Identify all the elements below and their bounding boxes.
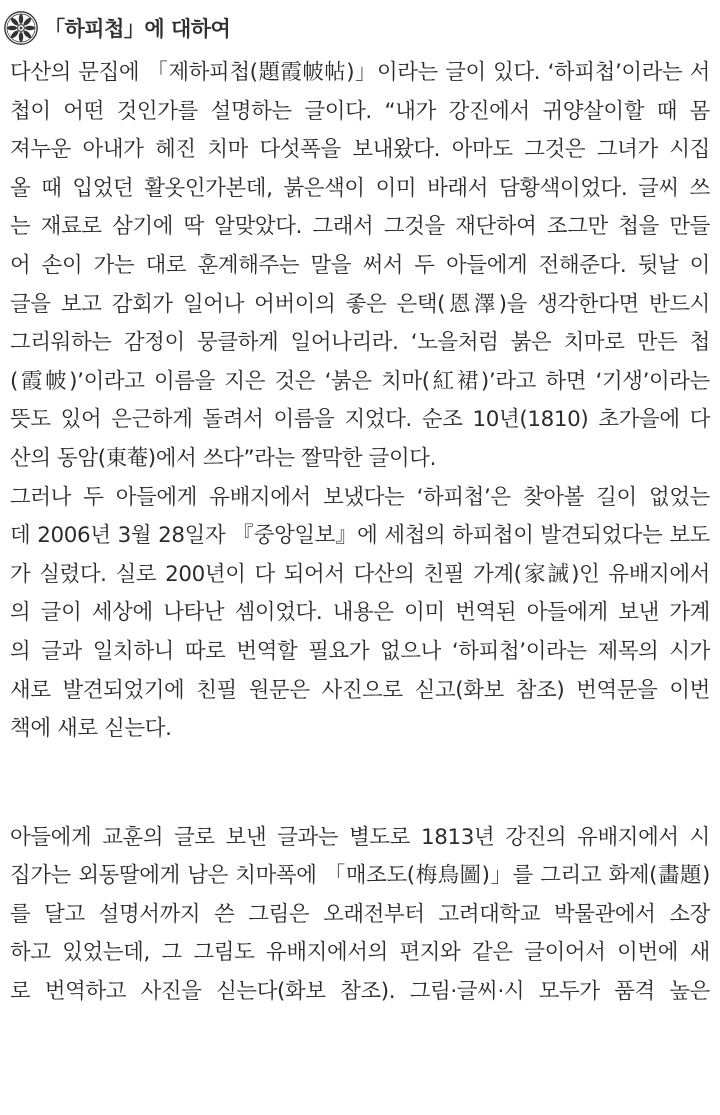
section-heading [4, 8, 230, 48]
text-line: 다산의 문집에 「제하피첩(題霞帔帖)」이라는 글이 있다. ‘하피첩’이라는 서 [10, 60, 710, 85]
text-line: 가 실렸다. 실로 200년이 다 되어서 다산의 친필 가계(家誡)인 유배지에서 [10, 561, 710, 587]
lotus-rosette-icon [4, 11, 38, 45]
body-text [10, 54, 710, 1012]
text-line: 산의 동암(東菴)에서 쓰다”라는 짤막한 글이다. [10, 445, 437, 471]
text-line: 의 글과 일치하니 따로 번역할 필요가 없으나 ‘하피첩’이라는 제목의 시가 [10, 638, 710, 664]
text-line: 첩이 어떤 것인가를 설명하는 글이다. “내가 강진에서 귀양살이할 때 몸 [10, 98, 710, 124]
text-line: 올 때 입었던 활옷인가본데, 붉은색이 이미 바래서 담황색이었다. 글씨 쓰 [10, 175, 710, 201]
text-line: 져누운 아내가 헤진 치마 다섯폭을 보내왔다. 아마도 그것은 그녀가 시집 [10, 137, 710, 163]
text-line: 하고 있었는데, 그 그림도 유배지에서의 편지와 같은 글이어서 이번에 새 [10, 940, 710, 966]
text-line: 로 번역하고 사진을 싣는다(화보 참조). 그림·글씨·시 모두가 품격 높은 [10, 979, 710, 1005]
text-line: 는 재료로 삼기에 딱 알맞았다. 그래서 그것을 재단하여 조그만 첩을 만들 [10, 214, 710, 240]
paragraph-gap [10, 749, 710, 819]
heading-title: 「하피첩」에 대하여 [44, 17, 231, 41]
paragraph-1 [10, 54, 710, 479]
text-line: 어 손이 가는 대로 훈계해주는 말을 써서 두 아들에게 전해준다. 뒷날 이 [10, 252, 710, 278]
text-line: 를 달고 설명서까지 쓴 그림은 오래전부터 고려대학교 박물관에서 소장 [10, 901, 710, 927]
text-line: 그러나 두 아들에게 유배지에서 보냈다는 ‘하피첩’은 찾아볼 길이 없었는 [10, 484, 710, 510]
text-line: 의 글이 세상에 나타난 셈이었다. 내용은 이미 번역된 아들에게 보낸 가계 [10, 600, 710, 626]
text-line: 뜻도 있어 은근하게 돌려서 이름을 지었다. 순조 10년(1810) 초가을에 다 [10, 407, 710, 433]
text-line: 아들에게 교훈의 글로 보낸 글과는 별도로 1813년 강진의 유배지에서 시 [10, 824, 710, 850]
text-line: 새로 발견되었기에 친필 원문은 사진으로 싣고(화보 참조) 번역문을 이번 [10, 677, 710, 703]
text-line: 그리워하는 감정이 뭉클하게 일어나리라. ‘노을처럼 붉은 치마로 만든 첩 [10, 330, 710, 356]
text-line: 집가는 외동딸에게 남은 치마폭에 「매조도(梅鳥圖)」를 그리고 화제(畵題) [10, 863, 710, 889]
text-line: 데 2006년 3월 28일자 『중앙일보』에 세첩의 하피첩이 발견되었다는 보도 [10, 523, 710, 549]
paragraph-3 [10, 819, 710, 1012]
paragraph-2 [10, 479, 710, 749]
text-line: 글을 보고 감회가 일어나 어버이의 좋은 은택(恩澤)을 생각한다면 반드시 [10, 291, 710, 317]
text-line: 책에 새로 싣는다. [10, 716, 172, 742]
text-line: (霞帔)’이라고 이름을 지은 것은 ‘붉은 치마(紅裙)’라고 하면 ‘기생’이라는 [10, 368, 710, 394]
